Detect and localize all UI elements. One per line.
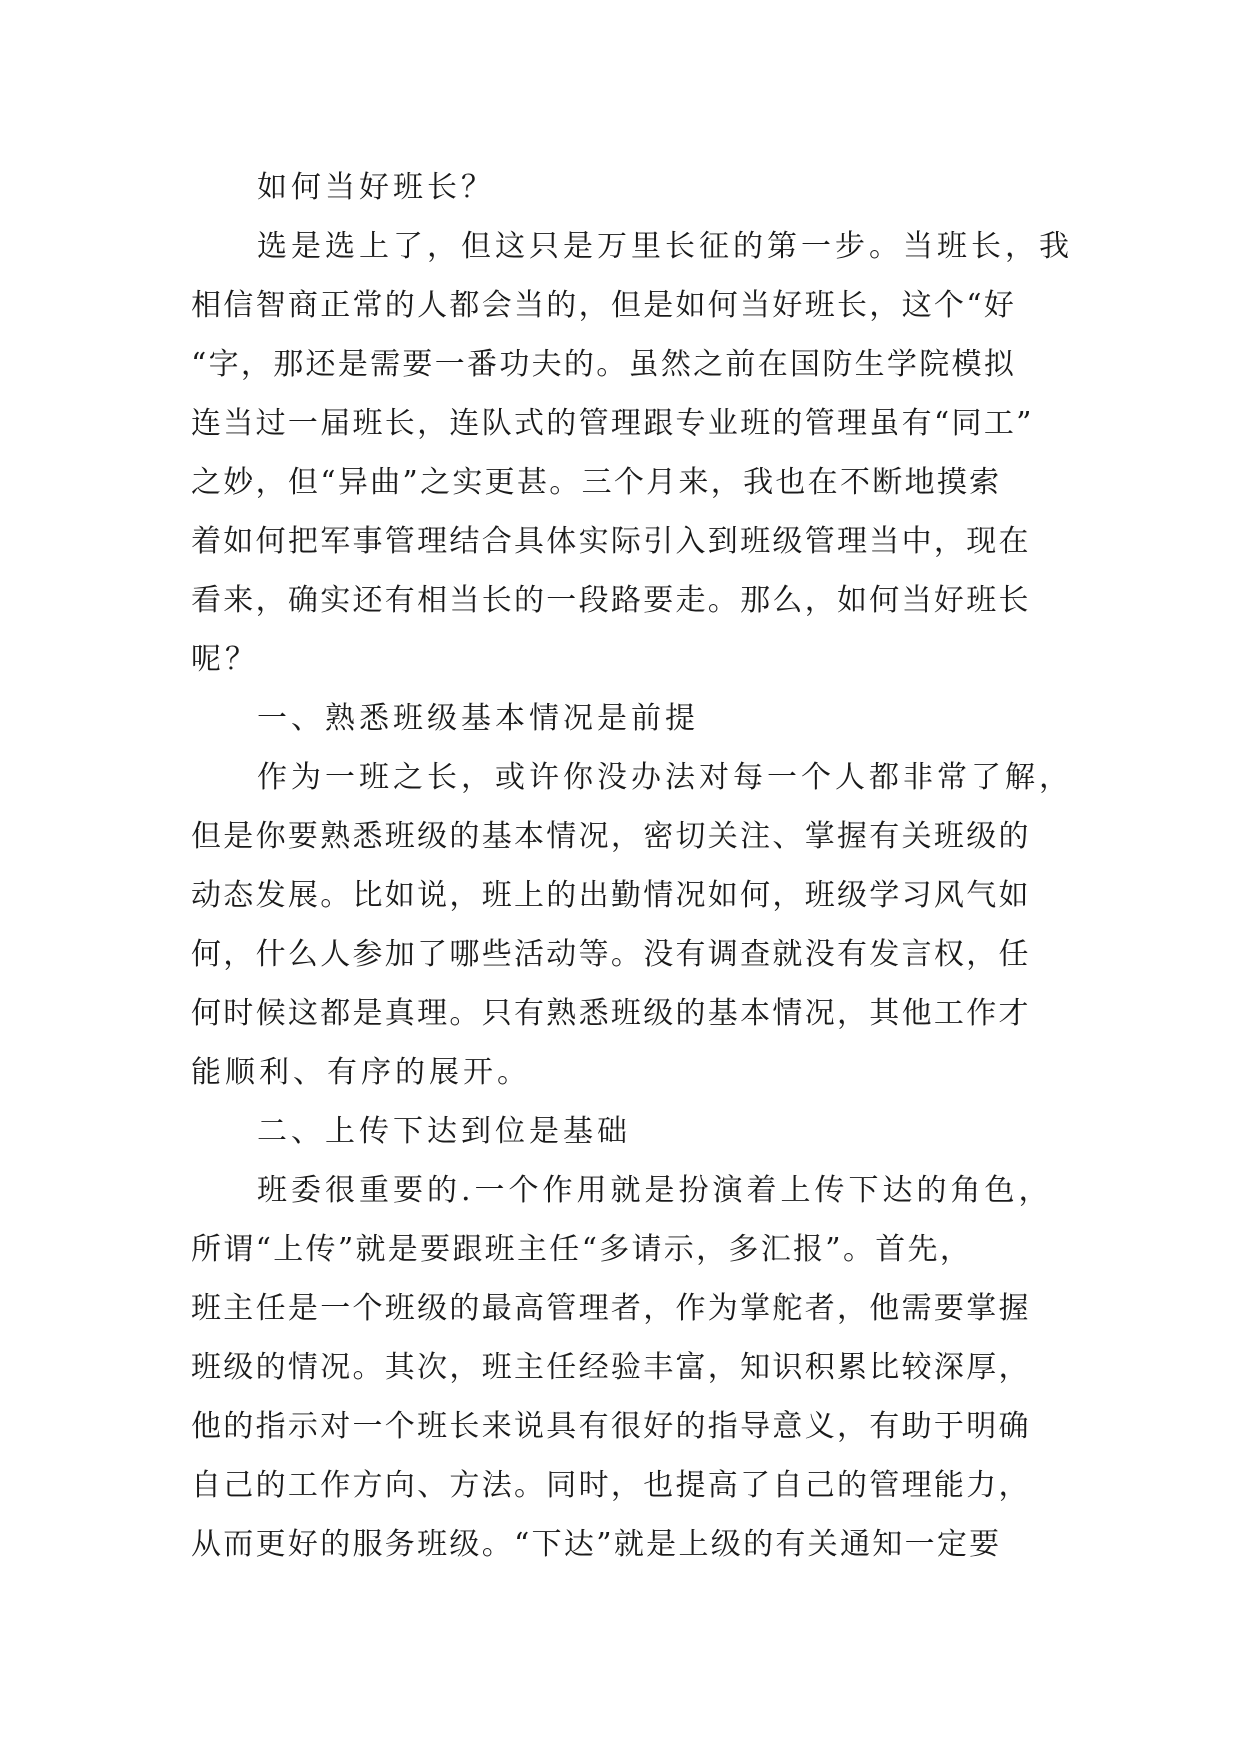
paragraph-line: 但是你要熟悉班级的基本情况，密切关注、掌握有关班级的: [191, 819, 1031, 854]
document-body: [191, 158, 1073, 1574]
paragraph-line: 何，什么人参加了哪些活动等。没有调查就没有发言权，任: [191, 937, 1031, 972]
paragraph-line: 从而更好的服务班级。“下达”就是上级的有关通知一定要: [191, 1527, 1002, 1562]
section-heading: 二、上传下达到位是基础: [257, 1114, 631, 1149]
paragraph-line: 所谓“上传”就是要跟班主任“多请示，多汇报”。首先，: [191, 1232, 973, 1267]
paragraph-line: 作为一班之长，或许你没办法对每一个人都非常了解，: [257, 760, 1073, 795]
paragraph-line: 看来，确实还有相当长的一段路要走。那么，如何当好班长: [191, 583, 1031, 618]
section-heading: 一、熟悉班级基本情况是前提: [257, 701, 699, 736]
paragraph-line: 相信智商正常的人都会当的，但是如何当好班长，这个“好: [191, 288, 1017, 323]
paragraph-line: 他的指示对一个班长来说具有很好的指导意义，有助于明确: [191, 1409, 1031, 1444]
document-title: 如何当好班长？: [257, 170, 495, 205]
paragraph-line: 选是选上了，但这只是万里长征的第一步。当班长，我: [257, 229, 1073, 264]
paragraph-line: 着如何把军事管理结合具体实际引入到班级管理当中，现在: [191, 524, 1031, 559]
paragraph-line: 自己的工作方向、方法。同时，也提高了自己的管理能力，: [191, 1468, 1031, 1503]
paragraph-line: 能顺利、有序的展开。: [191, 1055, 531, 1090]
paragraph-line: 班主任是一个班级的最高管理者，作为掌舵者，他需要掌握: [191, 1291, 1031, 1326]
paragraph-line: 班委很重要的.一个作用就是扮演着上传下达的角色，: [257, 1173, 1053, 1208]
paragraph-line: 班级的情况。其次，班主任经验丰富，知识积累比较深厚，: [191, 1350, 1031, 1385]
paragraph-line: 之妙，但“异曲”之实更甚。三个月来，我也在不断地摸索: [191, 465, 1002, 500]
paragraph-line: 连当过一届班长，连队式的管理跟专业班的管理虽有“同工”: [191, 406, 1034, 441]
paragraph-line: 何时候这都是真理。只有熟悉班级的基本情况，其他工作才: [191, 996, 1031, 1031]
paragraph-line: “字，那还是需要一番功夫的。虽然之前在国防生学院模拟: [191, 347, 1017, 382]
paragraph-line: 动态发展。比如说，班上的出勤情况如何，班级学习风气如: [191, 878, 1031, 913]
paragraph-line: 呢？: [191, 642, 259, 677]
